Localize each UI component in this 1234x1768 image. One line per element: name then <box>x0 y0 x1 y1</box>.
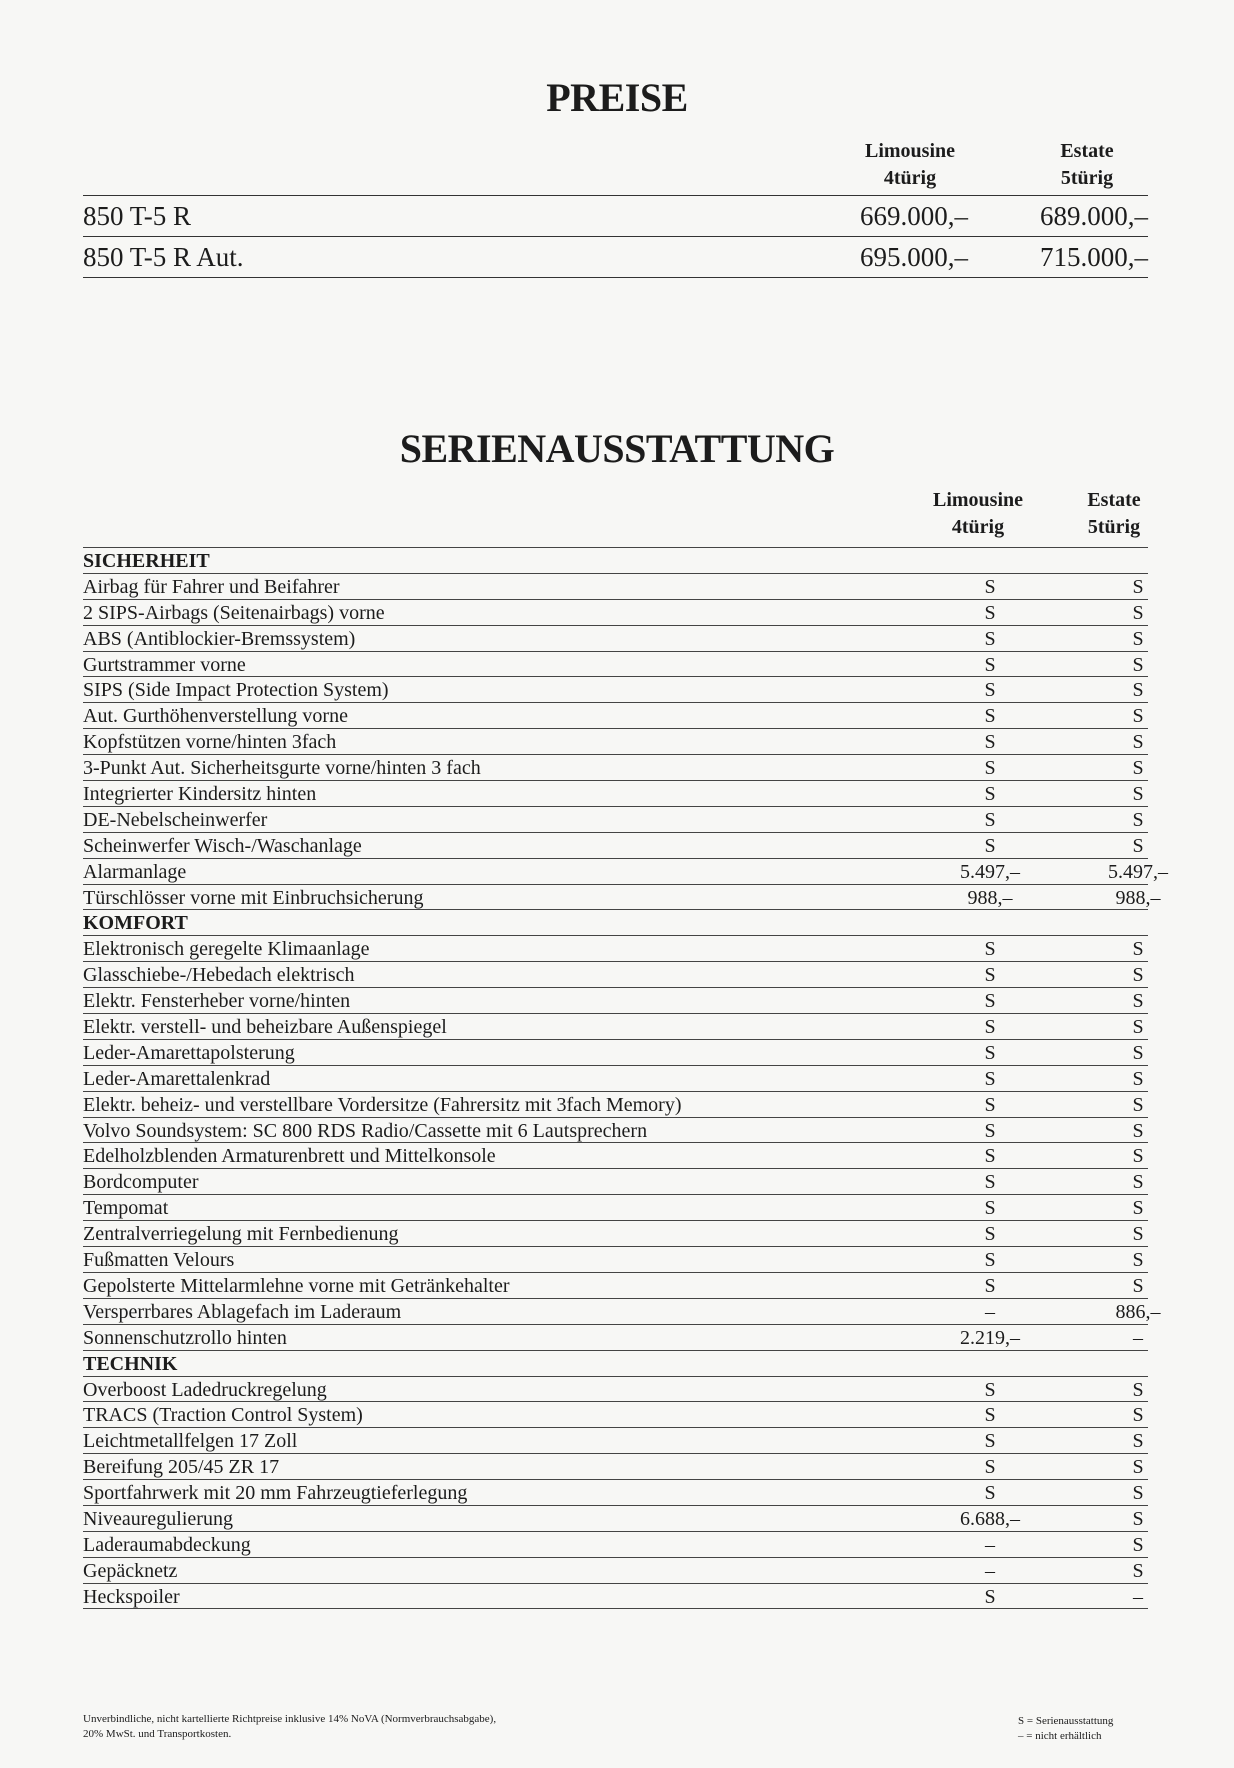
limousine-value: S <box>984 1093 996 1116</box>
limousine-value: S <box>984 653 996 676</box>
table-row <box>83 1272 1148 1298</box>
feature-label: Gepäcknetz <box>83 1559 178 1582</box>
feature-label: Fußmatten Velours <box>83 1249 235 1272</box>
feature-label: Elektr. beheiz- und verstellbare Vordersitze (Fahrersitz mit 3fach Memory) <box>83 1093 682 1116</box>
prices-column-header-estate: Estate 5türig <box>1060 140 1114 189</box>
estate-value: S <box>1132 964 1144 987</box>
feature-label: Leichtmetallfelgen 17 Zoll <box>83 1430 298 1453</box>
table-row <box>83 1298 1161 1324</box>
feature-label: 2 SIPS-Airbags (Seitenairbags) vorne <box>83 601 385 624</box>
feature-label: Laderaumabdeckung <box>83 1533 251 1556</box>
limousine-value: S <box>984 1171 996 1194</box>
estate-value: S <box>1132 990 1144 1013</box>
limousine-value: S <box>984 575 996 598</box>
estate-value: S <box>1132 1093 1144 1116</box>
estate-value: S <box>1132 1430 1144 1453</box>
feature-label: Gurtstrammer vorne <box>83 653 246 676</box>
limousine-value: 5.497,– <box>960 860 1020 883</box>
estate-value: S <box>1132 679 1144 702</box>
table-row <box>83 806 1148 832</box>
table-row <box>83 754 1148 780</box>
limousine-value: S <box>984 1430 996 1453</box>
section-heading <box>83 547 1148 573</box>
table-row <box>83 599 1148 625</box>
feature-label: ABS (Antiblockier-Bremssystem) <box>83 627 356 650</box>
feature-label: Elektr. verstell- und beheizbare Außenspiegel <box>83 1016 447 1039</box>
feature-label: Kopfstützen vorne/hinten 3fach <box>83 731 337 754</box>
section-heading <box>83 1350 1148 1376</box>
estate-value: – <box>1133 1326 1143 1349</box>
feature-label: Aut. Gurthöhenverstellung vorne <box>83 705 348 728</box>
feature-label: Glasschiebe-/Hebedach elektrisch <box>83 964 355 987</box>
limousine-value: S <box>984 679 996 702</box>
limousine-value: S <box>984 1119 996 1142</box>
limousine-value: S <box>984 938 996 961</box>
table-row <box>83 728 1148 754</box>
table-row <box>83 676 1148 702</box>
legend: S = Serienausstattung – = nicht erhältlich <box>1018 1715 1114 1742</box>
prices-column-header-limousine: Limousine 4türig <box>864 140 956 189</box>
table-row <box>83 987 1148 1013</box>
table-row <box>83 1453 1148 1479</box>
estate-value: S <box>1132 601 1144 624</box>
table-row <box>83 195 1148 236</box>
feature-label: Integrierter Kindersitz hinten <box>83 783 317 806</box>
section-title: SICHERHEIT <box>83 550 210 572</box>
table-row <box>83 1583 1148 1609</box>
estate-value: S <box>1132 1067 1144 1090</box>
limousine-value: – <box>985 1533 995 1556</box>
estate-value: 886,– <box>1115 1300 1161 1323</box>
table-row <box>83 961 1148 987</box>
estate-value: S <box>1132 705 1144 728</box>
feature-label: Sonnenschutzrollo hinten <box>83 1326 287 1349</box>
table-row <box>83 1194 1148 1220</box>
estate-value: S <box>1132 653 1144 676</box>
limousine-value: 6.688,– <box>960 1507 1020 1530</box>
equipment-column-header-limousine: Limousine 4türig <box>932 489 1024 538</box>
feature-label: Leder-Amarettalenkrad <box>83 1067 271 1090</box>
feature-label: Alarmanlage <box>83 860 187 883</box>
price-estate: 689.000,– <box>1040 201 1148 231</box>
feature-label: 3-Punkt Aut. Sicherheitsgurte vorne/hinten 3 fach <box>83 757 481 780</box>
estate-value: S <box>1132 575 1144 598</box>
price-footnote: Unverbindliche, nicht kartellierte Richtpreise inklusive 14% NoVA (Normverbrauchsabgabe), 20% MwSt. und Transportkosten. <box>83 1713 497 1740</box>
limousine-value: S <box>984 1197 996 1220</box>
table-row <box>83 1065 1148 1091</box>
limousine-value: S <box>984 705 996 728</box>
table-row <box>83 236 1148 278</box>
price-estate: 715.000,– <box>1040 242 1148 272</box>
feature-label: Leder-Amarettapolsterung <box>83 1041 295 1064</box>
feature-label: Airbag für Fahrer und Beifahrer <box>83 575 340 598</box>
limousine-value: – <box>985 1300 995 1323</box>
table-row <box>83 625 1148 651</box>
limousine-value: S <box>984 1456 996 1479</box>
feature-label: SIPS (Side Impact Protection System) <box>83 679 389 702</box>
price-limousine: 669.000,– <box>860 201 968 231</box>
feature-label: Bordcomputer <box>83 1171 199 1194</box>
estate-value: S <box>1132 1197 1144 1220</box>
estate-value: S <box>1132 1145 1144 1168</box>
table-row <box>83 1039 1148 1065</box>
table-row <box>83 884 1161 910</box>
table-row <box>83 780 1148 806</box>
feature-label: Versperrbares Ablagefach im Laderaum <box>83 1300 402 1323</box>
feature-label: Elektr. Fensterheber vorne/hinten <box>83 990 351 1013</box>
limousine-value: S <box>984 1274 996 1297</box>
estate-value: S <box>1132 938 1144 961</box>
table-row <box>83 573 1148 599</box>
limousine-value: S <box>984 834 996 857</box>
section-heading <box>83 909 1148 935</box>
table-row <box>83 1324 1148 1350</box>
estate-value: 988,– <box>1115 886 1161 909</box>
feature-label: Overboost Ladedruckregelung <box>83 1378 327 1401</box>
feature-label: Scheinwerfer Wisch-/Waschanlage <box>83 834 362 857</box>
estate-value: S <box>1132 1378 1144 1401</box>
limousine-value: S <box>984 964 996 987</box>
table-row <box>83 702 1148 728</box>
estate-value: S <box>1132 1404 1144 1427</box>
limousine-value: S <box>984 757 996 780</box>
feature-label: Sportfahrwerk mit 20 mm Fahrzeugtieferlegung <box>83 1482 468 1505</box>
estate-value: S <box>1132 1533 1144 1556</box>
estate-value: S <box>1132 731 1144 754</box>
feature-label: DE-Nebelscheinwerfer <box>83 808 268 831</box>
estate-value: S <box>1132 834 1144 857</box>
equipment-column-header-estate: Estate 5türig <box>1087 489 1141 538</box>
equipment-title: SERIENAUSSTATTUNG <box>399 426 835 471</box>
table-row <box>83 1117 1148 1143</box>
table-row <box>83 832 1148 858</box>
price-limousine: 695.000,– <box>860 242 968 272</box>
prices-title: PREISE <box>546 75 688 120</box>
table-row <box>83 1013 1148 1039</box>
estate-value: S <box>1132 757 1144 780</box>
estate-value: S <box>1132 1482 1144 1505</box>
model-name: 850 T-5 R <box>83 201 192 231</box>
table-row <box>83 1531 1148 1557</box>
estate-value: S <box>1132 1016 1144 1039</box>
table-row <box>83 1401 1148 1427</box>
limousine-value: S <box>984 731 996 754</box>
price-table <box>83 195 1148 278</box>
limousine-value: S <box>984 1482 996 1505</box>
limousine-value: S <box>984 1378 996 1401</box>
table-row <box>83 1168 1148 1194</box>
limousine-value: S <box>984 1249 996 1272</box>
table-row <box>83 1427 1148 1453</box>
limousine-value: S <box>984 990 996 1013</box>
limousine-value: S <box>984 1585 996 1608</box>
limousine-value: 2.219,– <box>960 1326 1020 1349</box>
table-row <box>83 1479 1148 1505</box>
estate-value: S <box>1132 1041 1144 1064</box>
table-row <box>83 1246 1148 1272</box>
feature-label: Gepolsterte Mittelarmlehne vorne mit Getränkehalter <box>83 1274 510 1297</box>
limousine-value: S <box>984 808 996 831</box>
limousine-value: S <box>984 783 996 806</box>
limousine-value: 988,– <box>967 886 1013 909</box>
model-name: 850 T-5 R Aut. <box>83 242 244 272</box>
table-row <box>83 1142 1148 1168</box>
feature-label: Türschlösser vorne mit Einbruchsicherung <box>83 886 424 909</box>
table-row <box>83 858 1168 884</box>
equipment-table <box>83 547 1168 1609</box>
estate-value: S <box>1132 1274 1144 1297</box>
limousine-value: S <box>984 627 996 650</box>
limousine-value: S <box>984 1404 996 1427</box>
feature-label: Elektronisch geregelte Klimaanlage <box>83 938 370 961</box>
estate-value: S <box>1132 1119 1144 1142</box>
table-row <box>83 651 1148 677</box>
section-title: KOMFORT <box>83 912 188 935</box>
feature-label: Tempomat <box>83 1197 169 1220</box>
estate-value: S <box>1132 1249 1144 1272</box>
estate-value: S <box>1132 808 1144 831</box>
feature-label: Zentralverriegelung mit Fernbedienung <box>83 1223 399 1246</box>
section-title: TECHNIK <box>83 1352 178 1375</box>
feature-label: Volvo Soundsystem: SC 800 RDS Radio/Cassette mit 6 Lautsprechern <box>83 1119 648 1142</box>
limousine-value: S <box>984 1223 996 1246</box>
table-row <box>83 1091 1148 1117</box>
limousine-value: S <box>984 1067 996 1090</box>
estate-value: S <box>1132 1223 1144 1246</box>
estate-value: 5.497,– <box>1108 860 1168 883</box>
limousine-value: – <box>985 1559 995 1582</box>
estate-value: S <box>1132 1559 1144 1582</box>
feature-label: Edelholzblenden Armaturenbrett und Mittelkonsole <box>83 1145 496 1168</box>
estate-value: S <box>1132 1507 1144 1530</box>
feature-label: TRACS (Traction Control System) <box>83 1404 363 1427</box>
estate-value: S <box>1132 783 1144 806</box>
table-row <box>83 1220 1148 1246</box>
table-row <box>83 935 1148 961</box>
feature-label: Bereifung 205/45 ZR 17 <box>83 1456 280 1479</box>
limousine-value: S <box>984 1145 996 1168</box>
estate-value: S <box>1132 627 1144 650</box>
estate-value: S <box>1132 1456 1144 1479</box>
limousine-value: S <box>984 1041 996 1064</box>
limousine-value: S <box>984 1016 996 1039</box>
feature-label: Heckspoiler <box>83 1585 180 1608</box>
estate-value: – <box>1133 1585 1143 1608</box>
estate-value: S <box>1132 1171 1144 1194</box>
table-row <box>83 1505 1148 1531</box>
table-row <box>83 1376 1148 1402</box>
limousine-value: S <box>984 601 996 624</box>
table-row <box>83 1557 1148 1583</box>
feature-label: Niveauregulierung <box>83 1507 233 1530</box>
